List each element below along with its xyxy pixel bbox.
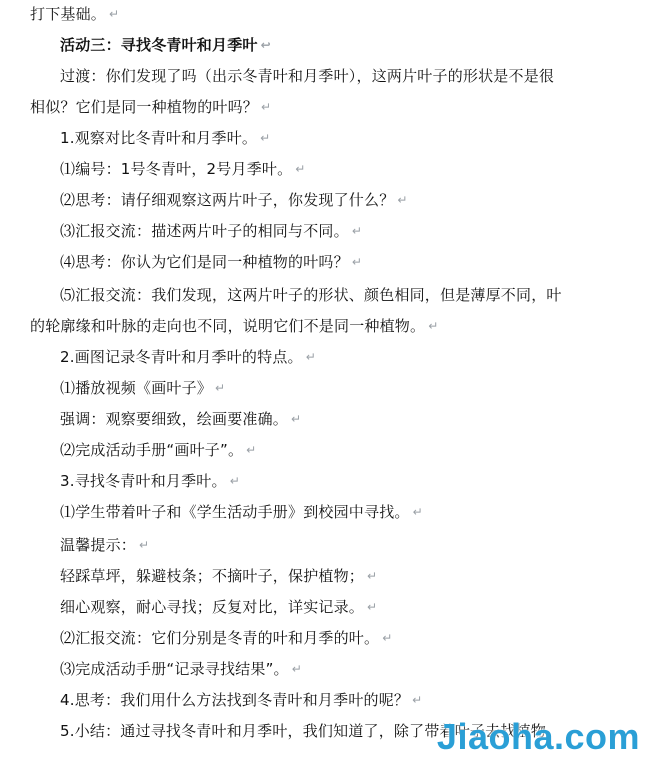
line-text: ⑴播放视频《画叶子》: [60, 379, 213, 397]
line-text: 打下基础。: [30, 5, 107, 23]
text-line: [60, 471, 240, 491]
paragraph-mark-icon: ↵: [412, 505, 423, 519]
line-text: ⑸汇报交流：我们发现，这两片叶子的形状、颜色相同，但是薄厚不同，叶: [60, 286, 562, 304]
paragraph-mark-icon: ↵: [351, 224, 363, 238]
text-line: [60, 128, 270, 148]
text-line: [60, 409, 301, 429]
line-text: 细心观察，耐心寻找；反复对比，详实记录。: [60, 598, 365, 616]
line-text: ⑵思考：请仔细观察这两片叶子，你发现了什么？: [60, 191, 395, 209]
paragraph-mark-icon: ↵: [367, 600, 378, 614]
line-text: 温馨提示：: [60, 536, 137, 554]
paragraph-mark-icon: ↵: [412, 693, 423, 707]
line-text: 1.观察对比冬青叶和月季叶。: [60, 129, 258, 147]
line-text: ⑶完成活动手册“记录寻找结果”。: [60, 660, 289, 678]
site-watermark: Jiaoha.com: [436, 716, 640, 757]
text-line: [60, 690, 422, 710]
paragraph-mark-icon: ↵: [305, 350, 316, 364]
text-line: [30, 97, 271, 117]
text-line: [60, 252, 362, 272]
paragraph-mark-icon: ↵: [246, 443, 257, 457]
paragraph-mark-icon: ↩: [260, 38, 271, 52]
text-line: [30, 4, 119, 24]
line-text: 过渡：你们发现了吗（出示冬青叶和月季叶），这两片叶子的形状是不是很: [60, 67, 555, 85]
line-text: 强调：观察要细致，绘画要准确。: [60, 410, 289, 428]
paragraph-mark-icon: ↵: [215, 381, 226, 395]
paragraph-mark-icon: ↵: [382, 631, 393, 645]
paragraph-mark-icon: ↵: [428, 319, 439, 333]
line-text: 轻踩草坪，躲避枝条；不摘叶子，保护植物；: [60, 567, 365, 585]
paragraph-mark-icon: ↵: [367, 569, 378, 583]
text-line: [60, 628, 392, 648]
paragraph-mark-icon: ↵: [291, 412, 302, 426]
line-text: 活动三：寻找冬青叶和月季叶: [60, 36, 258, 54]
line-text: ⑴编号：1号冬青叶，2号月季叶。: [60, 160, 293, 178]
text-line: [60, 66, 554, 86]
text-line: [60, 285, 562, 305]
paragraph-mark-icon: ↵: [261, 100, 272, 114]
line-text: ⑵完成活动手册“画叶子”。: [60, 441, 244, 459]
paragraph-mark-icon: ↵: [229, 474, 240, 488]
paragraph-mark-icon: ↵: [397, 193, 408, 207]
line-text: 2.画图记录冬青叶和月季叶的特点。: [60, 348, 303, 366]
paragraph-mark-icon: ↵: [109, 7, 120, 21]
line-text: ⑵汇报交流：它们分别是冬青的叶和月季的叶。: [60, 629, 380, 647]
line-text: 3.寻找冬青叶和月季叶。: [60, 472, 227, 490]
paragraph-mark-icon: ↵: [260, 131, 271, 145]
line-text: ⑶汇报交流：描述两片叶子的相同与不同。: [60, 222, 349, 240]
section-heading: [60, 35, 271, 55]
text-line: [60, 378, 225, 398]
text-line: [60, 347, 316, 367]
text-line: [60, 659, 302, 679]
text-line: [60, 566, 377, 586]
line-text: 的轮廓缘和叶脉的走向也不同，说明它们不是同一种植物。: [30, 317, 426, 335]
line-text: ⑴学生带着叶子和《学生活动手册》到校园中寻找。: [60, 503, 410, 521]
line-text: 5.小结：通过寻找冬青叶和月季叶，我们知道了，除了带着叶子去找植物，: [60, 722, 562, 740]
line-text: ⑷思考：你认为它们是同一种植物的叶吗？: [60, 253, 349, 271]
paragraph-mark-icon: ↵: [139, 538, 150, 552]
text-line: [60, 535, 149, 555]
text-line: [60, 221, 362, 241]
text-line: [60, 597, 377, 617]
text-line: [60, 440, 256, 460]
text-line: [30, 316, 438, 336]
paragraph-mark-icon: ↵: [295, 162, 306, 176]
text-line: [60, 159, 306, 179]
paragraph-mark-icon: ↵: [351, 255, 363, 269]
paragraph-mark-icon: ↵: [291, 662, 303, 676]
text-line: [60, 190, 408, 210]
text-line: [60, 502, 423, 522]
line-text: 相似？它们是同一种植物的叶吗？: [30, 98, 259, 116]
line-text: 4.思考：我们用什么方法找到冬青叶和月季叶的呢？: [60, 691, 410, 709]
